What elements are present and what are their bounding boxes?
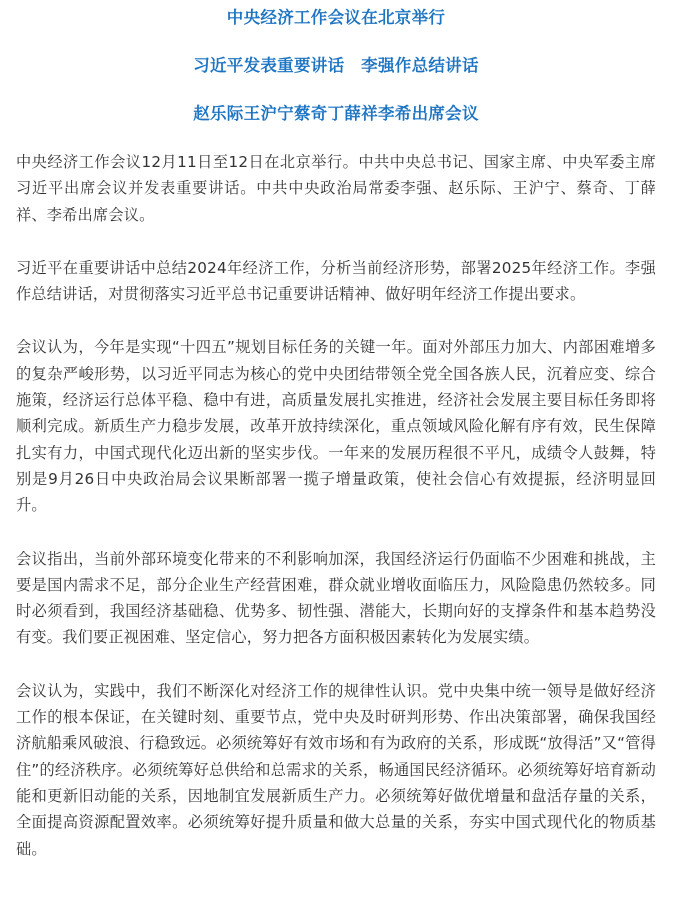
paragraph-challenges: 会议指出，当前外部环境变化带来的不利影响加深，我国经济运行仍面临不少困难和挑战，主要是国内需求不足，部分企业生产经营困难，群众就业增收面临压力，风险隐患仍然较多。同时必须看到，我国经济基础稳、优势多、韧性强、潜能大，长期向好的支撑条件和基本趋势没有变。我们要正视困难、坚定信心，努力把各方面积极因素转化为发展实绩。: [16, 549, 656, 647]
paragraph-speech-summary: 习近平在重要讲话中总结2024年经济工作，分析当前经济形势，部署2025年经济工作。李强作总结讲话，对贯彻落实习近平总书记重要讲话精神、做好明年经济工作提出要求。: [16, 258, 656, 304]
paragraph-year-review: 会议认为，今年是实现“十四五”规划目标任务的关键一年。面对外部压力加大、内部困难增多的复杂严峻形势，以习近平同志为核心的党中央团结带领全党全国各族人民，沉着应变、综合施策，经济运行总体平稳、稳中有进，高质量发展扎实推进，经济社会发展主要目标任务即将顺利完成。新质生产力稳步发展，改革开放持续深化，重点领域风险化解有序有效，民生保障扎实有力，中国式现代化迈出新的坚实步伐。一年来的发展历程很不平凡，成绩令人鼓舞，特别是9月26日中央政治局会议果断部署一揽子增量政策，使社会信心有效提振，经济明显回升。: [16, 338, 656, 515]
headline-main: 中央经济工作会议在北京举行: [226, 8, 446, 27]
headline-sub-attendees: 赵乐际王沪宁蔡奇丁薛祥李希出席会议: [193, 104, 479, 123]
paragraph-lessons: 会议认为，实践中，我们不断深化对经济工作的规律性认识。党中央集中统一领导是做好经济工作的根本保证，在关键时刻、重要节点，党中央及时研判形势、作出决策部署，确保我国经济航船乘风破浪、行稳致远。必须统筹好有效市场和有为政府的关系，形成既“放得活”又“管得住”的经济秩序。必须统筹好总供给和总需求的关系，畅通国民经济循环。必须统筹好培育新动能和更新旧动能的关系，因地制宜发展新质生产力。必须统筹好做优增量和盘活存量的关系，全面提高资源配置效率。必须统筹好提升质量和做大总量的关系，夯实中国式现代化的物质基础。: [16, 681, 656, 858]
headline-sub-speech: 习近平发表重要讲话 李强作总结讲话: [193, 56, 479, 75]
paragraph-meeting-intro: 中央经济工作会议12月11日至12日在北京举行。中共中央总书记、国家主席、中央军委主席习近平出席会议并发表重要讲话。中共中央政治局常委李强、赵乐际、王沪宁、蔡奇、丁薛祥、李希出席会议。: [16, 153, 656, 224]
